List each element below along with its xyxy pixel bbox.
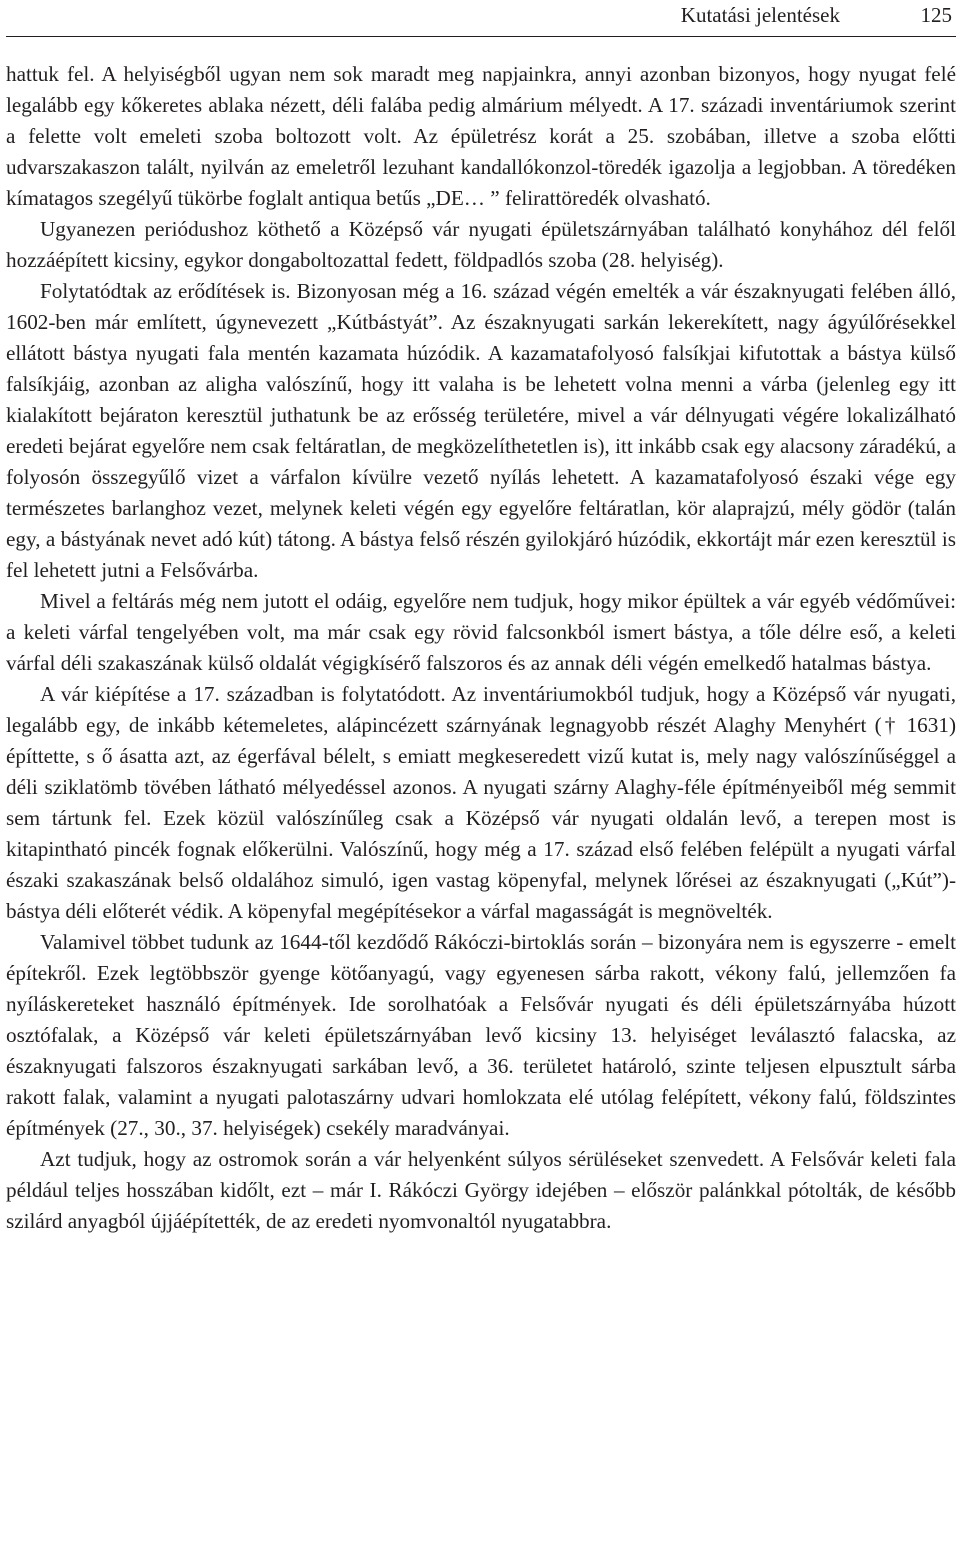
paragraph-1: hattuk fel. A helyiségből ugyan nem sok maradt meg napjainkra, annyi azonban bizonyos, hogy nyugat felé legalább egy kőkeretes ablaka nézett, déli falába pedig almárium mélyedt. A 17. századi inventáriumok szerint a felette volt emeleti szoba boltozott volt. Az épületrész korát a 25. szobában, illetve a szoba előtti udvarszakaszon talált, nyilván az emeletről lezuhant kandallókonzol-töredék igazolja a legjobban. A töredéken kímatagos szegélyű tükörbe foglalt antiqua betűs „DE… ” felirattöredék olvasható.	[6, 62, 956, 210]
body-text	[6, 59, 956, 1237]
running-title: Kutatási jelentések	[680, 3, 840, 27]
page-number: 125	[920, 3, 952, 27]
paragraph-4: Mivel a feltárás még nem jutott el odáig, egyelőre nem tudjuk, hogy mikor épültek a vár egyéb védőművei: a keleti várfal tengelyében volt, ma már csak egy rövid falcsonkból ismert bástya, a tőle délre eső, a keleti várfal déli szakaszának külső oldalát végigkísérő falszoros és az annak déli végén emelkedő hatalmas bástya.	[6, 589, 956, 675]
paragraph-6: Valamivel többet tudunk az 1644-től kezdődő Rákóczi-birtoklás során – bizonyára nem is egyszerre - emelt építekről. Ezek legtöbbször gyenge kötőanyagú, vagy egyenesen sárba rakott, vékony falú, jellemzően fa nyíláskereteket használó építmények. Ide sorolhatóak a Felsővár nyugati és déli épületszárnyába húzott osztófalak, a Középső vár keleti épületszárnyában levő kicsiny 13. helyiséget leválasztó falacska, az északnyugati falszoros északnyugati sarkában levő, a 36. területet határoló, szinte teljesen elpusztult sárba rakott falak, valamint a nyugati palotaszárny udvari homlokzata elé utólag felépített, vékony falú, földszintes építmények (27., 30., 37. helyiségek) csekély maradványai.	[6, 930, 956, 1140]
running-header	[6, 0, 956, 37]
paragraph-3: Folytatódtak az erődítések is. Bizonyosan még a 16. század végén emelték a vár északnyugati felében álló, 1602-ben már említett, úgynevezett „Kútbástyát”. Az északnyugati sarkán lekerekített, nagy ágyúlőrésekkel ellátott bástya nyugati fala mentén kazamata húzódik. A kazamatafolyosó falsíkjai kifutottak a bástya külső falsíkjáig, azonban az aligha valószínű, hogy itt valaha is be lehetett volna menni a várba (jelenleg egy itt kialakított bejáraton keresztül juthatunk be az erősség területére, mivel a vár délnyugati végére lokalizálható eredeti bejárat egyelőre nem csak feltáratlan, de megközelíthetetlen is), itt inkább csak egy alacsony záradékú, a folyosón összegyűlő vizet a várfalon kívülre vezető nyílás lehetett. A kazamatafolyosó északi vége egy természetes barlanghoz vezet, melynek keleti végén egy egyelőre feltáratlan, kör alaprajzú, mély gödör (talán egy, a bástyának nevet adó kút) tátong. A bástya felső részén gyilokjáró húzódik, ekkortájt már ezen keresztül is fel lehetett jutni a Felsővárba.	[6, 279, 956, 582]
paragraph-2: Ugyanezen periódushoz köthető a Középső vár nyugati épületszárnyában található konyhához dél felől hozzáépített kicsiny, egykor dongaboltozattal fedett, földpadlós szoba (28. helyiség).	[6, 217, 956, 272]
paragraph-7: Azt tudjuk, hogy az ostromok során a vár helyenként súlyos sérüléseket szenvedett. A Felsővár keleti fala például teljes hosszában kidőlt, ezt – már I. Rákóczi György idejében – először palánkkal pótolták, de később szilárd anyagból újjáépítették, de az eredeti nyomvonaltól nyugatabbra.	[6, 1147, 956, 1233]
paragraph-5: A vár kiépítése a 17. században is folytatódott. Az inventáriumokból tudjuk, hogy a Középső vár nyugati, legalább egy, de inkább kétemeletes, alápincézett szárnyának legnagyobb részét Alaghy Menyhért († 1631) építtette, s ő ásatta azt, az égerfával bélelt, s emiatt megkeseredett vizű kutat is, mely nagy valószínűséggel a déli sziklatömb tövében látható mélyedéssel azonos. A nyugati szárny Alaghy-féle építményeiből még semmit sem tártunk fel. Ezek közül valószínűleg csak a Középső vár nyugati oldalán levő, a terepen most is kitapintható pincék fognak előkerülni. Valószínű, hogy még a 17. század első felében felépült a nyugati várfal északi szakaszának belső oldalához simuló, igen vastag köpenyfal, melynek lőrései az északnyugati („Kút”)-bástya déli előterét védik. A köpenyfal megépítésekor a várfal magasságát is megnövelték.	[6, 682, 956, 923]
